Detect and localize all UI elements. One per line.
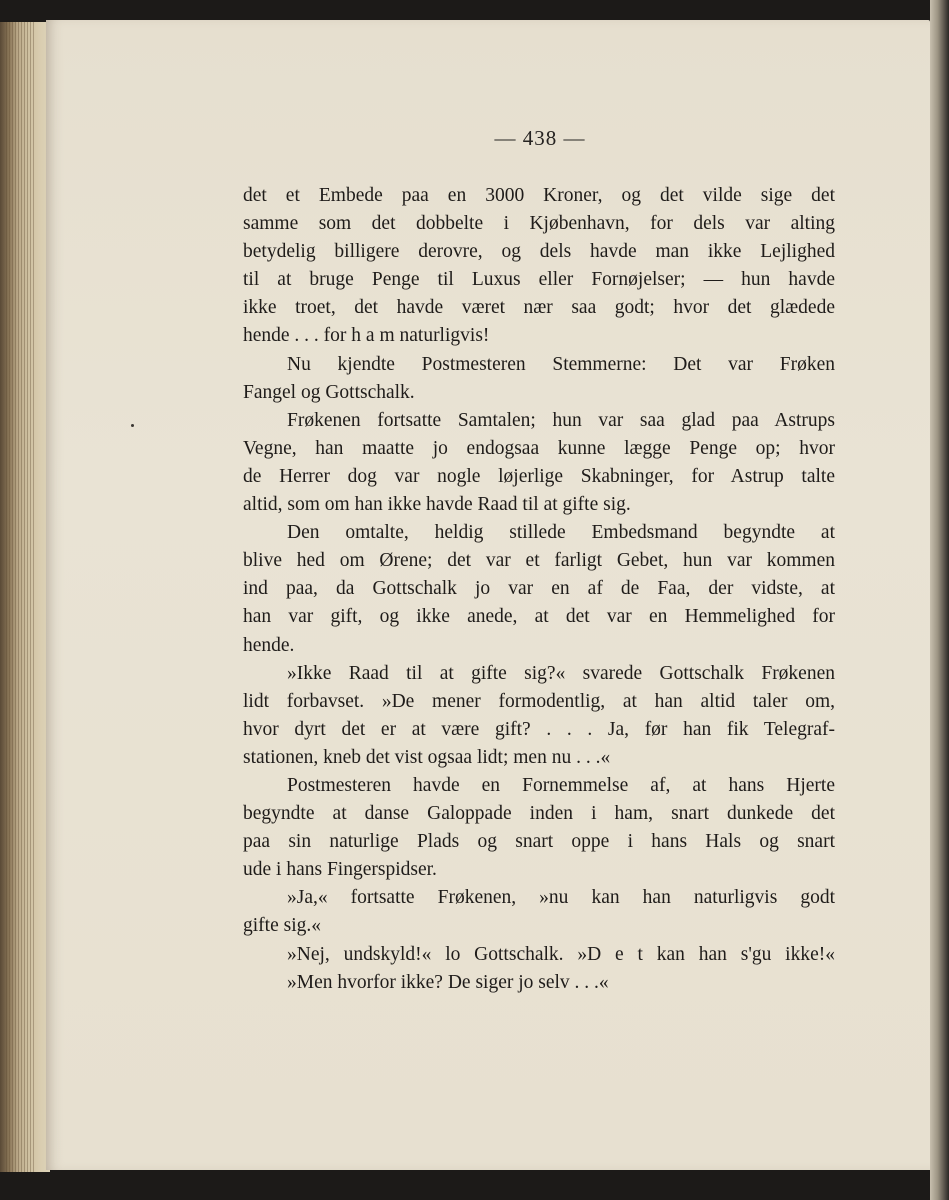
text-line: »Men hvorfor ikke? De siger jo selv . . .« — [287, 971, 609, 993]
text-line: Frøkenen fortsatte Samtalen; hun var saa glad paa Astrups — [287, 409, 835, 431]
text-line: Postmesteren havde en Fornemmelse af, at hans Hjerte — [287, 774, 835, 796]
margin-speck — [131, 424, 134, 427]
paragraph — [243, 772, 835, 884]
text-line: begyndte at danse Galoppade inden i ham, snart dunkede det — [243, 803, 835, 825]
text-line: Nu kjendte Postmesteren Stemmerne: Det var Frøken — [287, 353, 835, 375]
page-number: — 438 — — [494, 126, 586, 150]
text-line: Fangel og Gottschalk. — [243, 381, 415, 403]
text-line: »Ikke Raad til at gifte sig?« svarede Gottschalk Frøkenen — [287, 662, 835, 684]
text-line: ude i hans Fingerspidser. — [243, 859, 437, 881]
facing-page-strip — [930, 0, 949, 1200]
text-line: stationen, kneb det vist ogsaa lidt; men nu . . .« — [243, 746, 611, 768]
paragraph — [243, 519, 835, 659]
text-line: de Herrer dog var nogle løjerlige Skabninger, for Astrup talte — [243, 465, 835, 487]
paragraph — [243, 407, 835, 519]
paragraph — [243, 884, 835, 940]
text-line: gifte sig.« — [243, 915, 321, 937]
paragraph — [243, 941, 835, 969]
text-line: hende. — [243, 634, 295, 656]
text-line: til at bruge Penge til Luxus eller Fornøjelser; — hun havde — [243, 269, 835, 291]
text-line: altid, som om han ikke havde Raad til at gifte sig. — [243, 494, 631, 516]
paragraph — [243, 660, 835, 772]
text-line: hvor dyrt det er at være gift? . . . Ja, før han fik Telegraf- — [243, 718, 835, 740]
text-line: samme som det dobbelte i Kjøbenhavn, for dels var alting — [243, 213, 835, 235]
text-line: han var gift, og ikke anede, at det var en Hemmelighed for — [243, 606, 835, 628]
book-page-edges — [0, 22, 50, 1172]
paragraph — [243, 351, 835, 407]
text-line: ind paa, da Gottschalk jo var en af de Faa, der vidste, at — [243, 578, 835, 600]
paragraph — [243, 182, 835, 351]
text-line: paa sin naturlige Plads og snart oppe i hans Hals og snart — [243, 831, 835, 853]
text-line: hende . . . for h a m naturligvis! — [243, 325, 490, 347]
body-text — [243, 182, 835, 997]
text-line: blive hed om Ørene; det var et farligt Gebet, hun var kommen — [243, 550, 835, 572]
text-line: Den omtalte, heldig stillede Embedsmand begyndte at — [287, 522, 835, 544]
text-line: ikke troet, det havde været nær saa godt; hvor det glædede — [243, 297, 835, 319]
text-line: »Nej, undskyld!« lo Gottschalk. »D e t kan han s'gu ikke!« — [287, 943, 835, 965]
text-line: »Ja,« fortsatte Frøkenen, »nu kan han naturligvis godt — [287, 887, 835, 909]
text-line: lidt forbavset. »De mener formodentlig, at han altid taler om, — [243, 690, 835, 712]
text-line: betydelig billigere derovre, og dels havde man ikke Lejlighed — [243, 241, 835, 263]
paragraph — [243, 969, 835, 997]
text-line: Vegne, han maatte jo endogsaa kunne lægge Penge op; hvor — [243, 437, 835, 459]
text-line: det et Embede paa en 3000 Kroner, og det vilde sige det — [243, 185, 835, 206]
